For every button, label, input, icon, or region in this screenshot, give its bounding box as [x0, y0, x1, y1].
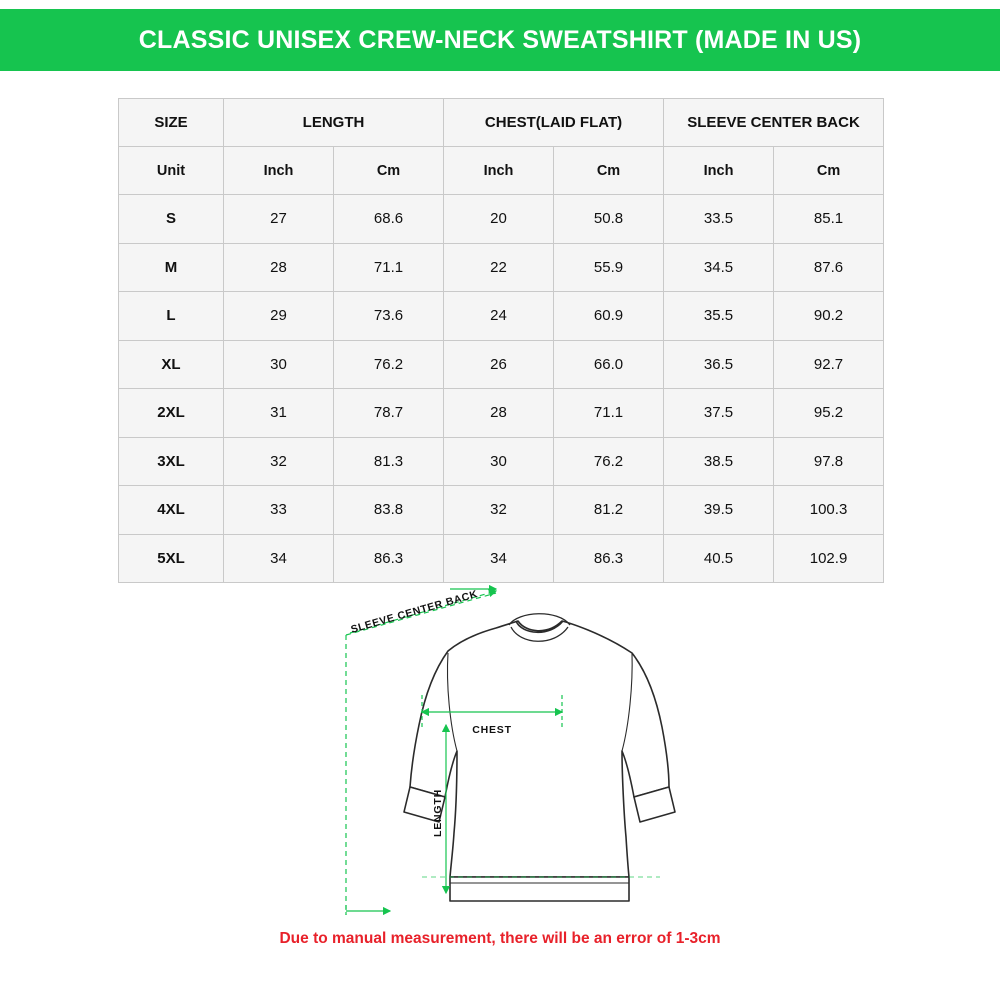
measurement-disclaimer: Due to manual measurement, there will be an error of 1-3cm [279, 930, 721, 947]
cell-chest-cm: 76.2 [554, 437, 664, 486]
unit-label: Unit [119, 147, 224, 195]
cell-sleeve-inch: 36.5 [664, 340, 774, 389]
cell-chest-inch: 22 [444, 243, 554, 292]
cell-length-inch: 27 [224, 195, 334, 244]
cell-length-cm: 71.1 [334, 243, 444, 292]
cell-size: 4XL [119, 486, 224, 535]
cell-size: M [119, 243, 224, 292]
cell-length-cm: 76.2 [334, 340, 444, 389]
cell-length-inch: 34 [224, 534, 334, 583]
cell-chest-inch: 28 [444, 389, 554, 438]
cell-sleeve-cm: 95.2 [774, 389, 884, 438]
header-banner [0, 9, 1000, 71]
cell-sleeve-cm: 85.1 [774, 195, 884, 244]
cell-sleeve-inch: 33.5 [664, 195, 774, 244]
cell-chest-cm: 60.9 [554, 292, 664, 341]
cell-length-cm: 78.7 [334, 389, 444, 438]
cell-sleeve-cm: 102.9 [774, 534, 884, 583]
page-title: CLASSIC UNISEX CREW-NECK SWEATSHIRT (MADE IN US) [138, 25, 862, 54]
cell-length-inch: 33 [224, 486, 334, 535]
cell-sleeve-inch: 35.5 [664, 292, 774, 341]
table-row [119, 389, 884, 438]
cell-chest-inch: 30 [444, 437, 554, 486]
table-row [119, 486, 884, 535]
cell-length-inch: 29 [224, 292, 334, 341]
cell-sleeve-cm: 90.2 [774, 292, 884, 341]
table-group-header-row [119, 99, 884, 147]
cell-sleeve-inch: 38.5 [664, 437, 774, 486]
cell-size: 3XL [119, 437, 224, 486]
cell-chest-inch: 32 [444, 486, 554, 535]
cell-sleeve-cm: 92.7 [774, 340, 884, 389]
cell-length-cm: 68.6 [334, 195, 444, 244]
cell-length-inch: 30 [224, 340, 334, 389]
cell-chest-inch: 20 [444, 195, 554, 244]
cell-sleeve-cm: 100.3 [774, 486, 884, 535]
cell-length-cm: 73.6 [334, 292, 444, 341]
size-table [118, 98, 884, 583]
size-table-container [118, 98, 883, 583]
cell-sleeve-inch: 34.5 [664, 243, 774, 292]
cell-chest-cm: 66.0 [554, 340, 664, 389]
cell-sleeve-cm: 97.8 [774, 437, 884, 486]
cell-sleeve-inch: 39.5 [664, 486, 774, 535]
cell-length-cm: 86.3 [334, 534, 444, 583]
unit-sleeve-cm: Cm [774, 147, 884, 195]
cell-chest-cm: 55.9 [554, 243, 664, 292]
unit-chest-cm: Cm [554, 147, 664, 195]
table-row [119, 437, 884, 486]
cell-length-cm: 83.8 [334, 486, 444, 535]
table-unit-row [119, 147, 884, 195]
table-row [119, 292, 884, 341]
cell-length-inch: 28 [224, 243, 334, 292]
chest-label: CHEST [472, 724, 512, 736]
table-row [119, 243, 884, 292]
cell-chest-inch: 34 [444, 534, 554, 583]
table-row [119, 340, 884, 389]
cell-size: 5XL [119, 534, 224, 583]
unit-length-inch: Inch [224, 147, 334, 195]
cell-chest-inch: 24 [444, 292, 554, 341]
cell-chest-cm: 86.3 [554, 534, 664, 583]
length-label: LENGTH [432, 789, 444, 837]
cell-size: 2XL [119, 389, 224, 438]
cell-length-inch: 32 [224, 437, 334, 486]
cell-sleeve-cm: 87.6 [774, 243, 884, 292]
unit-chest-inch: Inch [444, 147, 554, 195]
header-size: SIZE [119, 99, 224, 147]
cell-size: L [119, 292, 224, 341]
cell-length-inch: 31 [224, 389, 334, 438]
sweatshirt-outline [404, 614, 675, 901]
cell-chest-cm: 81.2 [554, 486, 664, 535]
cell-chest-cm: 50.8 [554, 195, 664, 244]
unit-sleeve-inch: Inch [664, 147, 774, 195]
header-length: LENGTH [224, 99, 444, 147]
cell-chest-inch: 26 [444, 340, 554, 389]
table-row [119, 195, 884, 244]
cell-length-cm: 81.3 [334, 437, 444, 486]
cell-size: XL [119, 340, 224, 389]
cell-sleeve-inch: 37.5 [664, 389, 774, 438]
cell-chest-cm: 71.1 [554, 389, 664, 438]
header-chest: CHEST(LAID FLAT) [444, 99, 664, 147]
garment-diagram [300, 575, 720, 920]
cell-sleeve-inch: 40.5 [664, 534, 774, 583]
cell-size: S [119, 195, 224, 244]
unit-length-cm: Cm [334, 147, 444, 195]
header-sleeve: SLEEVE CENTER BACK [664, 99, 884, 147]
sleeve-label: SLEEVE CENTER BACK [349, 588, 480, 636]
